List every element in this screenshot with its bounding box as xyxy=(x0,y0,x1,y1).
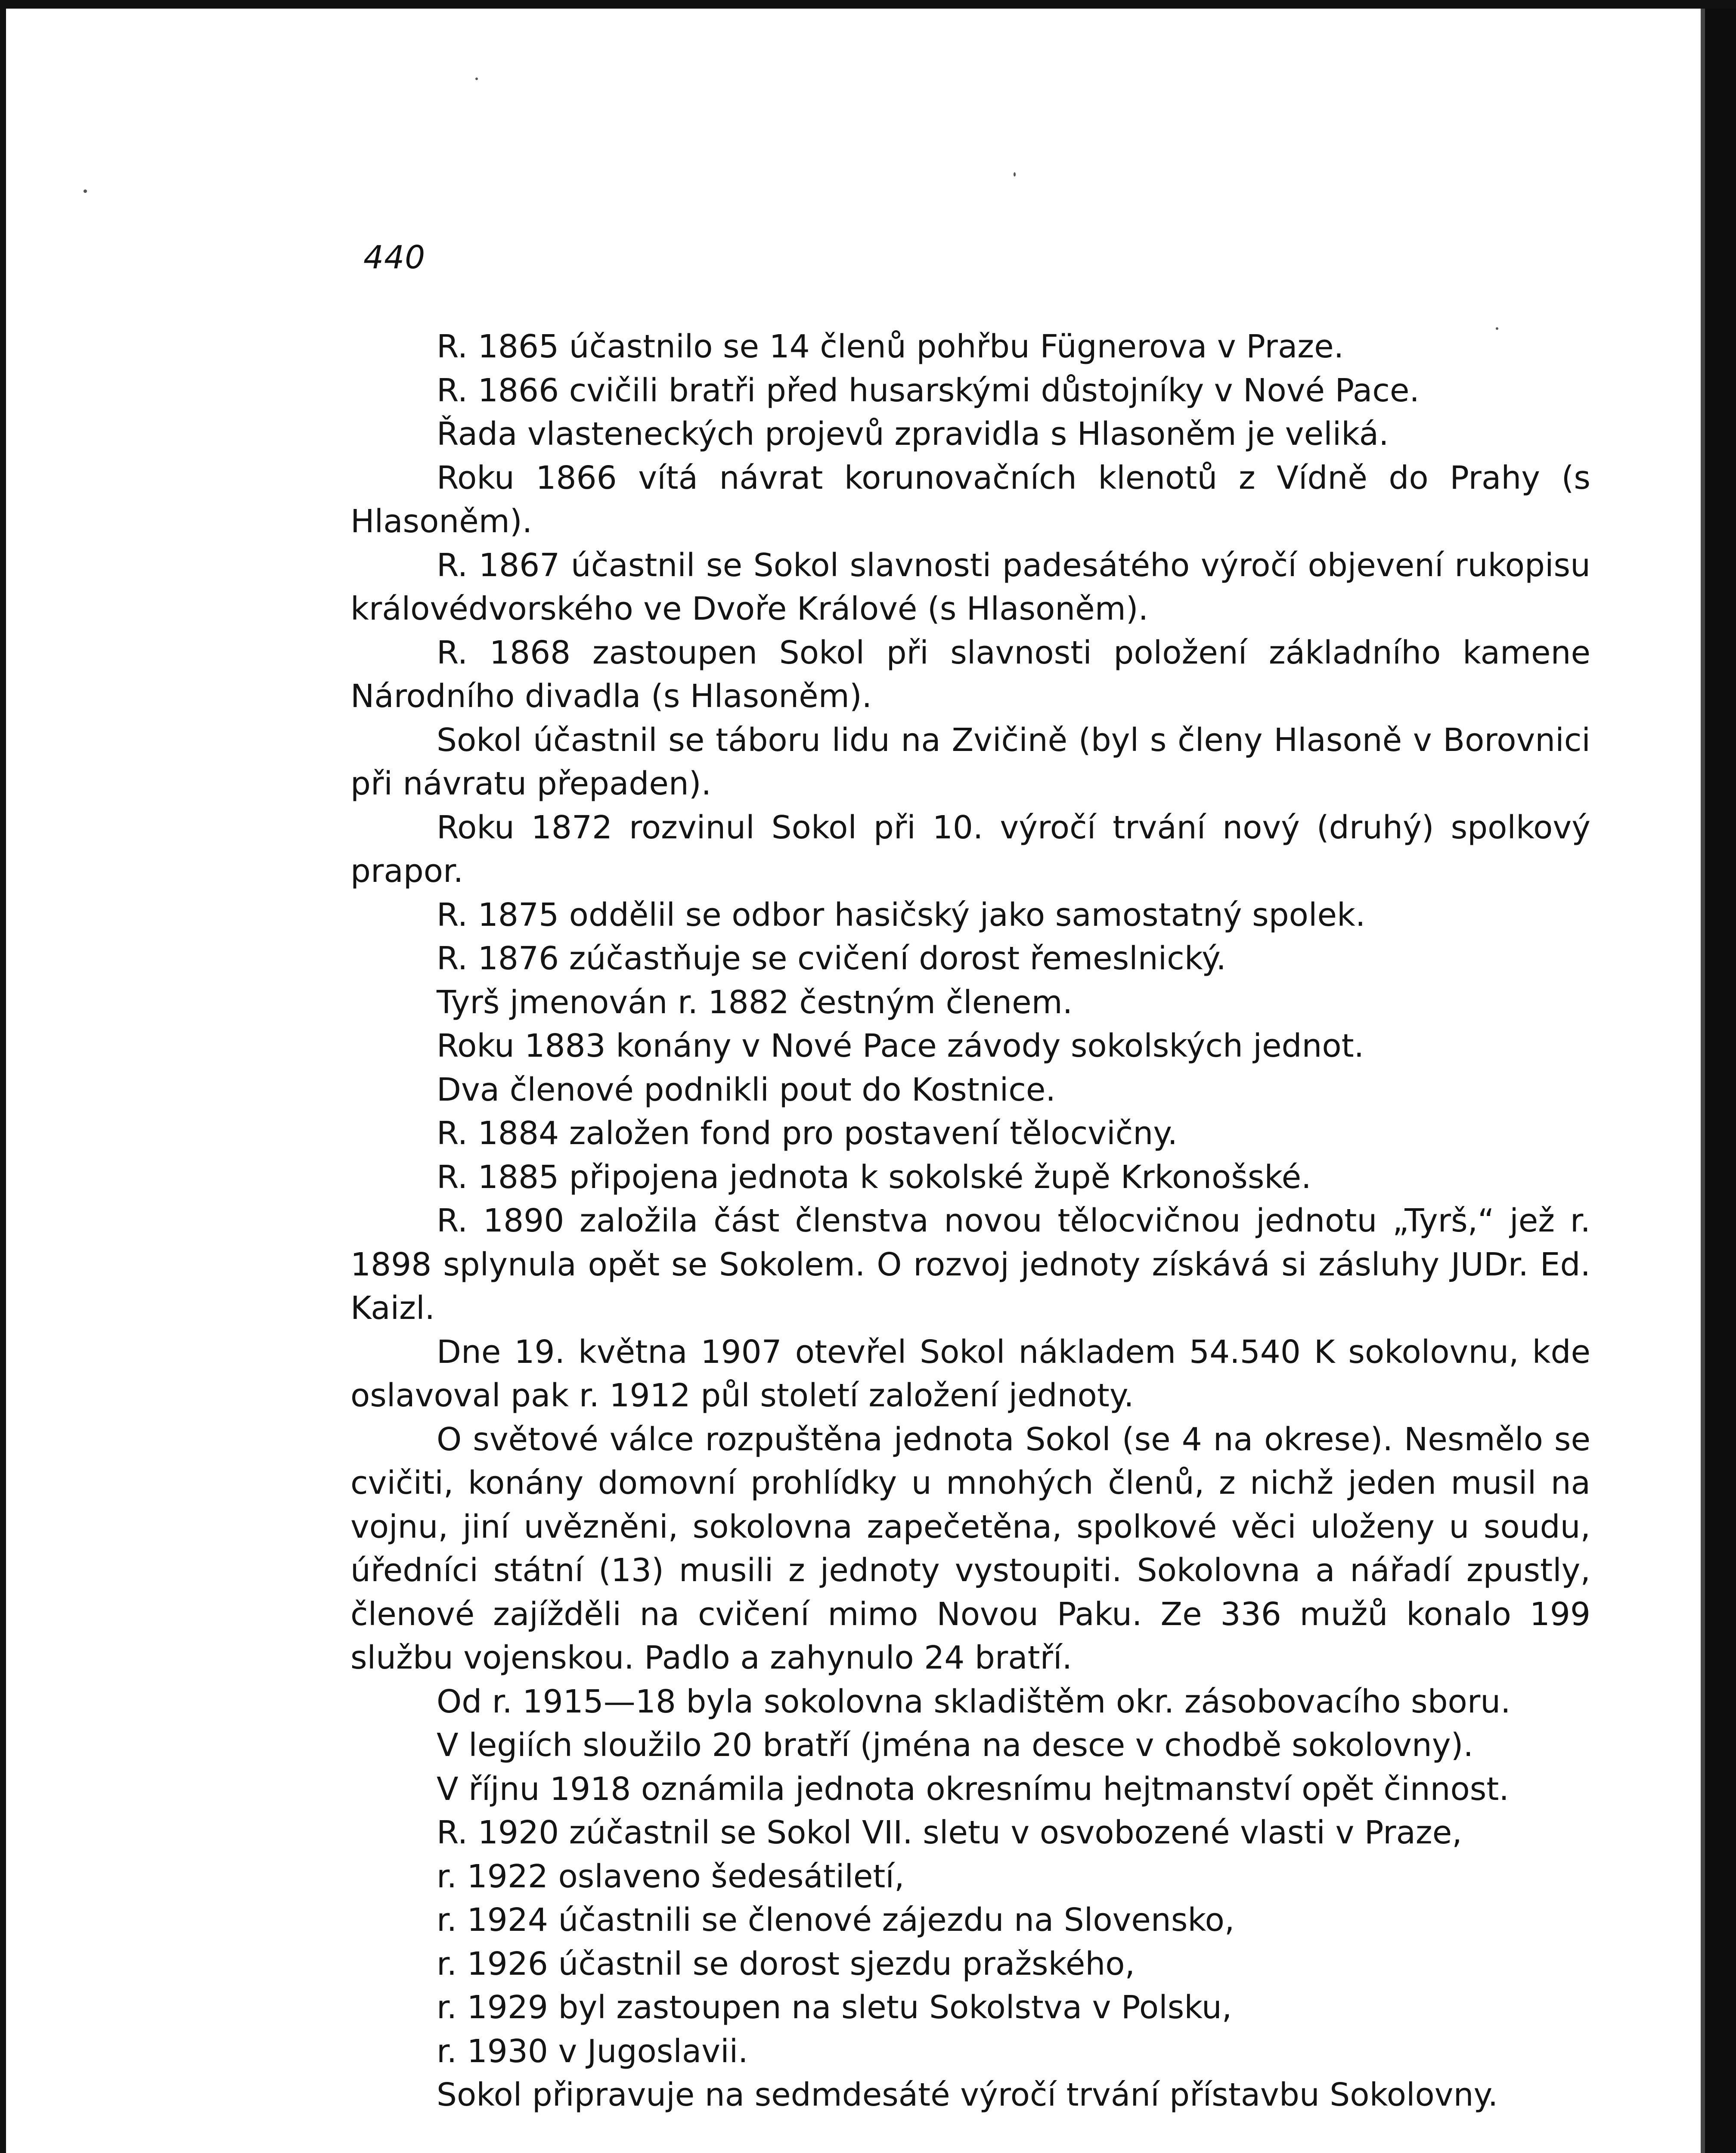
paragraph: r. 1930 v Jugoslavii. xyxy=(437,2032,748,2070)
paragraph: Roku 1883 konány v Nové Pace závody sokolských jednot. xyxy=(437,1027,1364,1064)
scan-speck xyxy=(475,78,478,80)
paragraph: R. 1867 účastnil se Sokol slavnosti padesátého výročí objevení rukopisu královédvorského ve Dvoře Králové (s Hlasoněm). xyxy=(350,546,1590,627)
paragraph: R. 1875 oddělil se odbor hasičský jako samostatný spolek. xyxy=(437,896,1366,934)
scan-speck xyxy=(84,189,87,193)
paragraph: r. 1929 byl zastoupen na sletu Sokolstva v Polsku, xyxy=(437,1989,1232,2026)
paragraph: V říjnu 1918 oznámila jednota okresnímu hejtmanství opět činnost. xyxy=(437,1770,1509,1808)
page-edge-shadow xyxy=(1701,9,1705,2153)
paragraph: Řada vlasteneckých projevů zpravidla s Hlasoněm je veliká. xyxy=(437,416,1389,453)
paragraph: R. 1866 cvičili bratři před husarskými důstojníky v Nové Pace. xyxy=(437,372,1420,409)
paragraph: Roku 1872 rozvinul Sokol při 10. výročí trvání nový (druhý) spolkový prapor. xyxy=(350,809,1590,890)
scan-border-right xyxy=(1705,9,1736,2153)
paragraph: Roku 1866 vítá návrat korunovačních klenotů z Vídně do Prahy (s Hlasoněm). xyxy=(350,459,1590,540)
paragraph: r. 1924 účastnili se členové zájezdu na Slovensko, xyxy=(437,1902,1235,1939)
paragraph: V legiích sloužilo 20 bratří (jména na desce v chodbě sokolovny). xyxy=(437,1727,1473,1764)
paragraph: R. 1885 připojena jednota k sokolské župě Krkonošské. xyxy=(437,1158,1311,1196)
body-text xyxy=(350,325,1590,2117)
paragraph: Sokol účastnil se táboru lidu na Zvičině (byl s členy Hlasoně v Borovnici při návratu přepaden). xyxy=(350,721,1590,802)
paragraph: Od r. 1915—18 byla sokolovna skladištěm okr. zásobovacího sboru. xyxy=(437,1683,1511,1720)
paragraph: R. 1884 založen fond pro postavení tělocvičny. xyxy=(437,1115,1178,1152)
paragraph: R. 1865 účastnilo se 14 členů pohřbu Fügnerova v Praze. xyxy=(437,328,1344,365)
paragraph: r. 1922 oslaveno šedesátiletí, xyxy=(437,1858,905,1895)
paragraph: Dne 19. května 1907 otevřel Sokol nákladem 54.540 K sokolovnu, kde oslavoval pak r. 1912 půl století založení jednoty. xyxy=(350,1333,1590,1414)
paragraph: Tyrš jmenován r. 1882 čestným členem. xyxy=(437,983,1073,1021)
paragraph: R. 1868 zastoupen Sokol při slavnosti položení základního kamene Národního divadla (s Hlasoněm). xyxy=(350,634,1590,715)
paragraph: R. 1890 založila část členstva novou tělocvičnou jednotu „Tyrš,“ jež r. 1898 splynula opět se Sokolem. O rozvoj jednoty získává si zásluhy JUDr. Ed. Kaizl. xyxy=(350,1202,1590,1327)
paragraph: R. 1876 zúčastňuje se cvičení dorost řemeslnický. xyxy=(437,940,1226,977)
paragraph: r. 1926 účastnil se dorost sjezdu pražského, xyxy=(437,1945,1135,1982)
paragraph: R. 1920 zúčastnil se Sokol VII. sletu v osvobozené vlasti v Praze, xyxy=(437,1814,1462,1851)
paragraph: Sokol připravuje na sedmdesáté výročí trvání přístavbu Sokolovny. xyxy=(437,2076,1498,2113)
paragraph: O světové válce rozpuštěna jednota Sokol (se 4 na okrese). Nesmělo se cvičiti, konány domovní prohlídky u mnohých členů, z nichž jeden musil na vojnu, jiní uvězněni, sokolovna zapečetěna, spolkové věci uloženy u soudu, úředníci státní (13) musili z jednoty vystoupiti. Sokolovna a nářadí zpustly, členové zajížděli na cvičení mimo Novou Paku. Ze 336 mužů konalo 199 službu vojenskou. Padlo a zahynulo 24 bratří. xyxy=(350,1421,1590,1676)
scan-speck xyxy=(1014,172,1016,177)
page-number: 440 xyxy=(363,239,426,276)
paragraph: Dva členové podnikli pout do Kostnice. xyxy=(437,1071,1056,1108)
